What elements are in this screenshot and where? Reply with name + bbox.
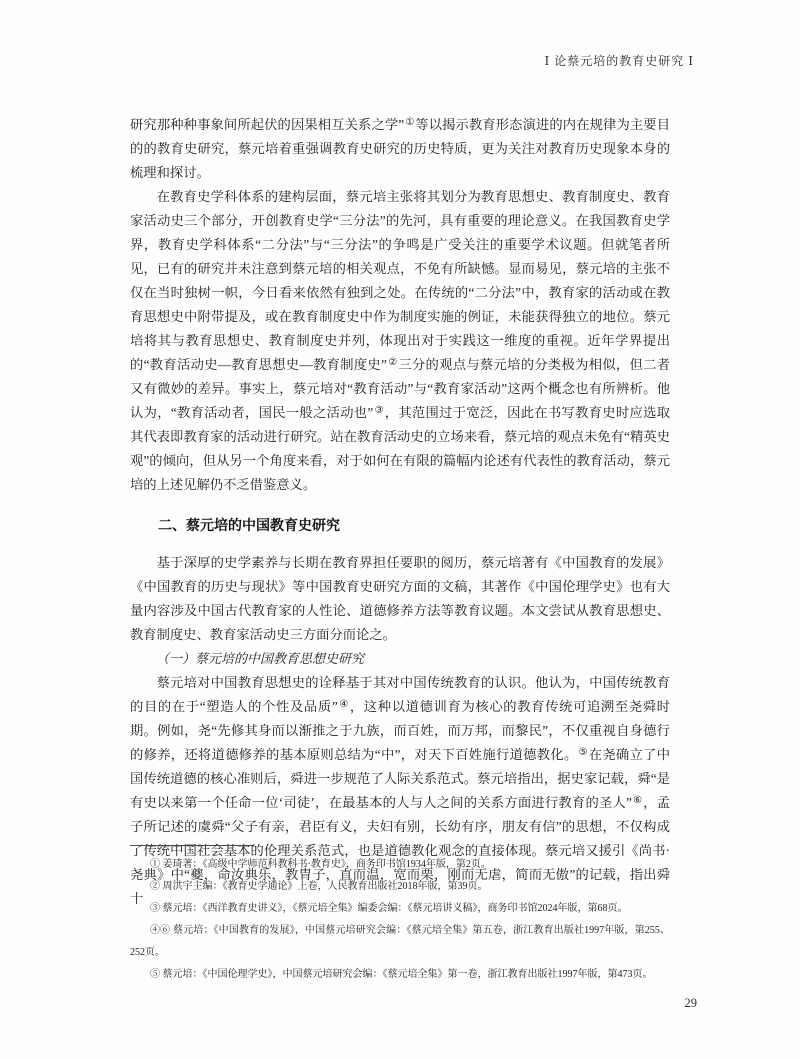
- footnotes: [130, 845, 670, 986]
- running-header: [545, 53, 694, 69]
- footnote: ④⑥ 蔡元培：《中国教育的发展》，中国蔡元培研究会编：《蔡元培全集》第五卷，浙江教育出版社1997年版，第255、252页。: [130, 925, 670, 958]
- section-heading: 二、蔡元培的中国教育史研究: [158, 517, 340, 533]
- footnote: ⑤ 蔡元培：《中国伦理学史》，中国蔡元培研究会编：《蔡元培全集》第一卷，浙江教育出版社1997年版，第473页。: [150, 969, 653, 980]
- paragraph: 蔡元培对中国教育思想史的诠释基于其对中国传统教育的认识。他认为，中国传统教育的目的在于“塑造人的个性及品质”④，这种以道德训育为核心的教育传统可追溯至尧舜时期。例如，尧“先修其身而以渐推之于九族，而百姓，而万邦，而黎民”，不仅重视自身德行的修养，还将道德修养的基本原则总结为“中”，对天下百姓施行道德教化。⑤在尧确立了中国传统道德的核心准则后，舜进一步规范了人际关系范式。蔡元培指出，据史家记载，舜“是有史以来第一个任命一位‘司徒’，在最基本的人与人之间的关系方面进行教育的圣人”⑥，孟子所记述的虞舜“父子有亲，君臣有义，夫妇有别，长幼有序，朋友有信”的思想，不仅构成了传统中国社会基本的伦理关系范式，也是道德教化观念的直接体现。蔡元培又援引《尚书·尧典》中“夔，命汝典乐，教胄子，直而温，宽而栗，刚而无虐，简而无傲”的记载，指出舜十: [130, 675, 671, 906]
- paragraph: 基于深厚的史学素养与长期在教育界担任要职的阅历，蔡元培著有《中国教育的发展》《中国教育的历史与现状》等中国教育史研究方面的文稿，其著作《中国伦理学史》也有大量内容涉及中国古代教育家的人性论、道德修养方法等教育议题。本文尝试从教育思想史、教育制度史、教育家活动史三方面分而论之。: [130, 555, 670, 642]
- running-header-text: Ⅰ 论蔡元培的教育史研究 Ⅰ: [544, 54, 694, 68]
- footnote: ② 周洪宇主编：《教育史学通论》上卷，人民教育出版社2018年版，第39页。: [150, 881, 488, 892]
- footnote: ① 姜琦著：《高级中学师范科教科书·教育史》，商务印书馆1934年版，第2页。: [150, 859, 491, 870]
- subsection-heading: （一）蔡元培的中国教育思想史研究: [156, 651, 365, 666]
- page-content: [130, 113, 670, 911]
- page-number: 29: [684, 996, 697, 1010]
- paragraph-continuation: 研究那种种事象间所起伏的因果相互关系之学”①等以揭示教育形态演进的内在规律为主要目的的教育史研究，蔡元培着重强调教育史研究的历史特质，更为关注对教育历史现象本身的梳理和探讨。: [130, 117, 671, 180]
- paragraph: 在教育史学科体系的建构层面，蔡元培主张将其划分为教育思想史、教育制度史、教育家活动史三个部分，开创教育史学“三分法”的先河，具有重要的理论意义。在我国教育史学界，教育史学科体系“二分法”与“三分法”的争鸣是广受关注的重要学术议题。但就笔者所见，已有的研究并未注意到蔡元培的相关观点，不免有所缺憾。显而易见，蔡元培的主张不仅在当时独树一帜，今日看来依然有独到之处。在传统的“二分法”中，教育家的活动或在教育思想史中附带提及，或在教育制度史中作为制度实施的例证，未能获得独立的地位。蔡元培将其与教育思想史、教育制度史并列，体现出对于实践这一维度的重视。近年学界提出的“教育活动史—教育思想史—教育制度史”②三分的观点与蔡元培的分类极为相似，但二者又有微妙的差异。事实上，蔡元培对“教育活动”与“教育家活动”这两个概念也有所辨析。他认为，“教育活动者，国民一般之活动也”③，其范围过于宽泛，因此在书写教育史时应选取其代表即教育家的活动进行研究。站在教育活动史的立场来看，蔡元培的观点未免有“精英史观”的倾向，但从另一个角度来看，对于如何在有限的篇幅内论述有代表性的教育活动，蔡元培的上述见解仍不乏借鉴意义。: [130, 189, 671, 492]
- footnote: ③ 蔡元培：《西洋教育史讲义》，《蔡元培全集》编委会编：《蔡元培讲义稿》，商务印书馆2024年版，第68页。: [150, 903, 628, 914]
- footnote-separator: [130, 845, 254, 846]
